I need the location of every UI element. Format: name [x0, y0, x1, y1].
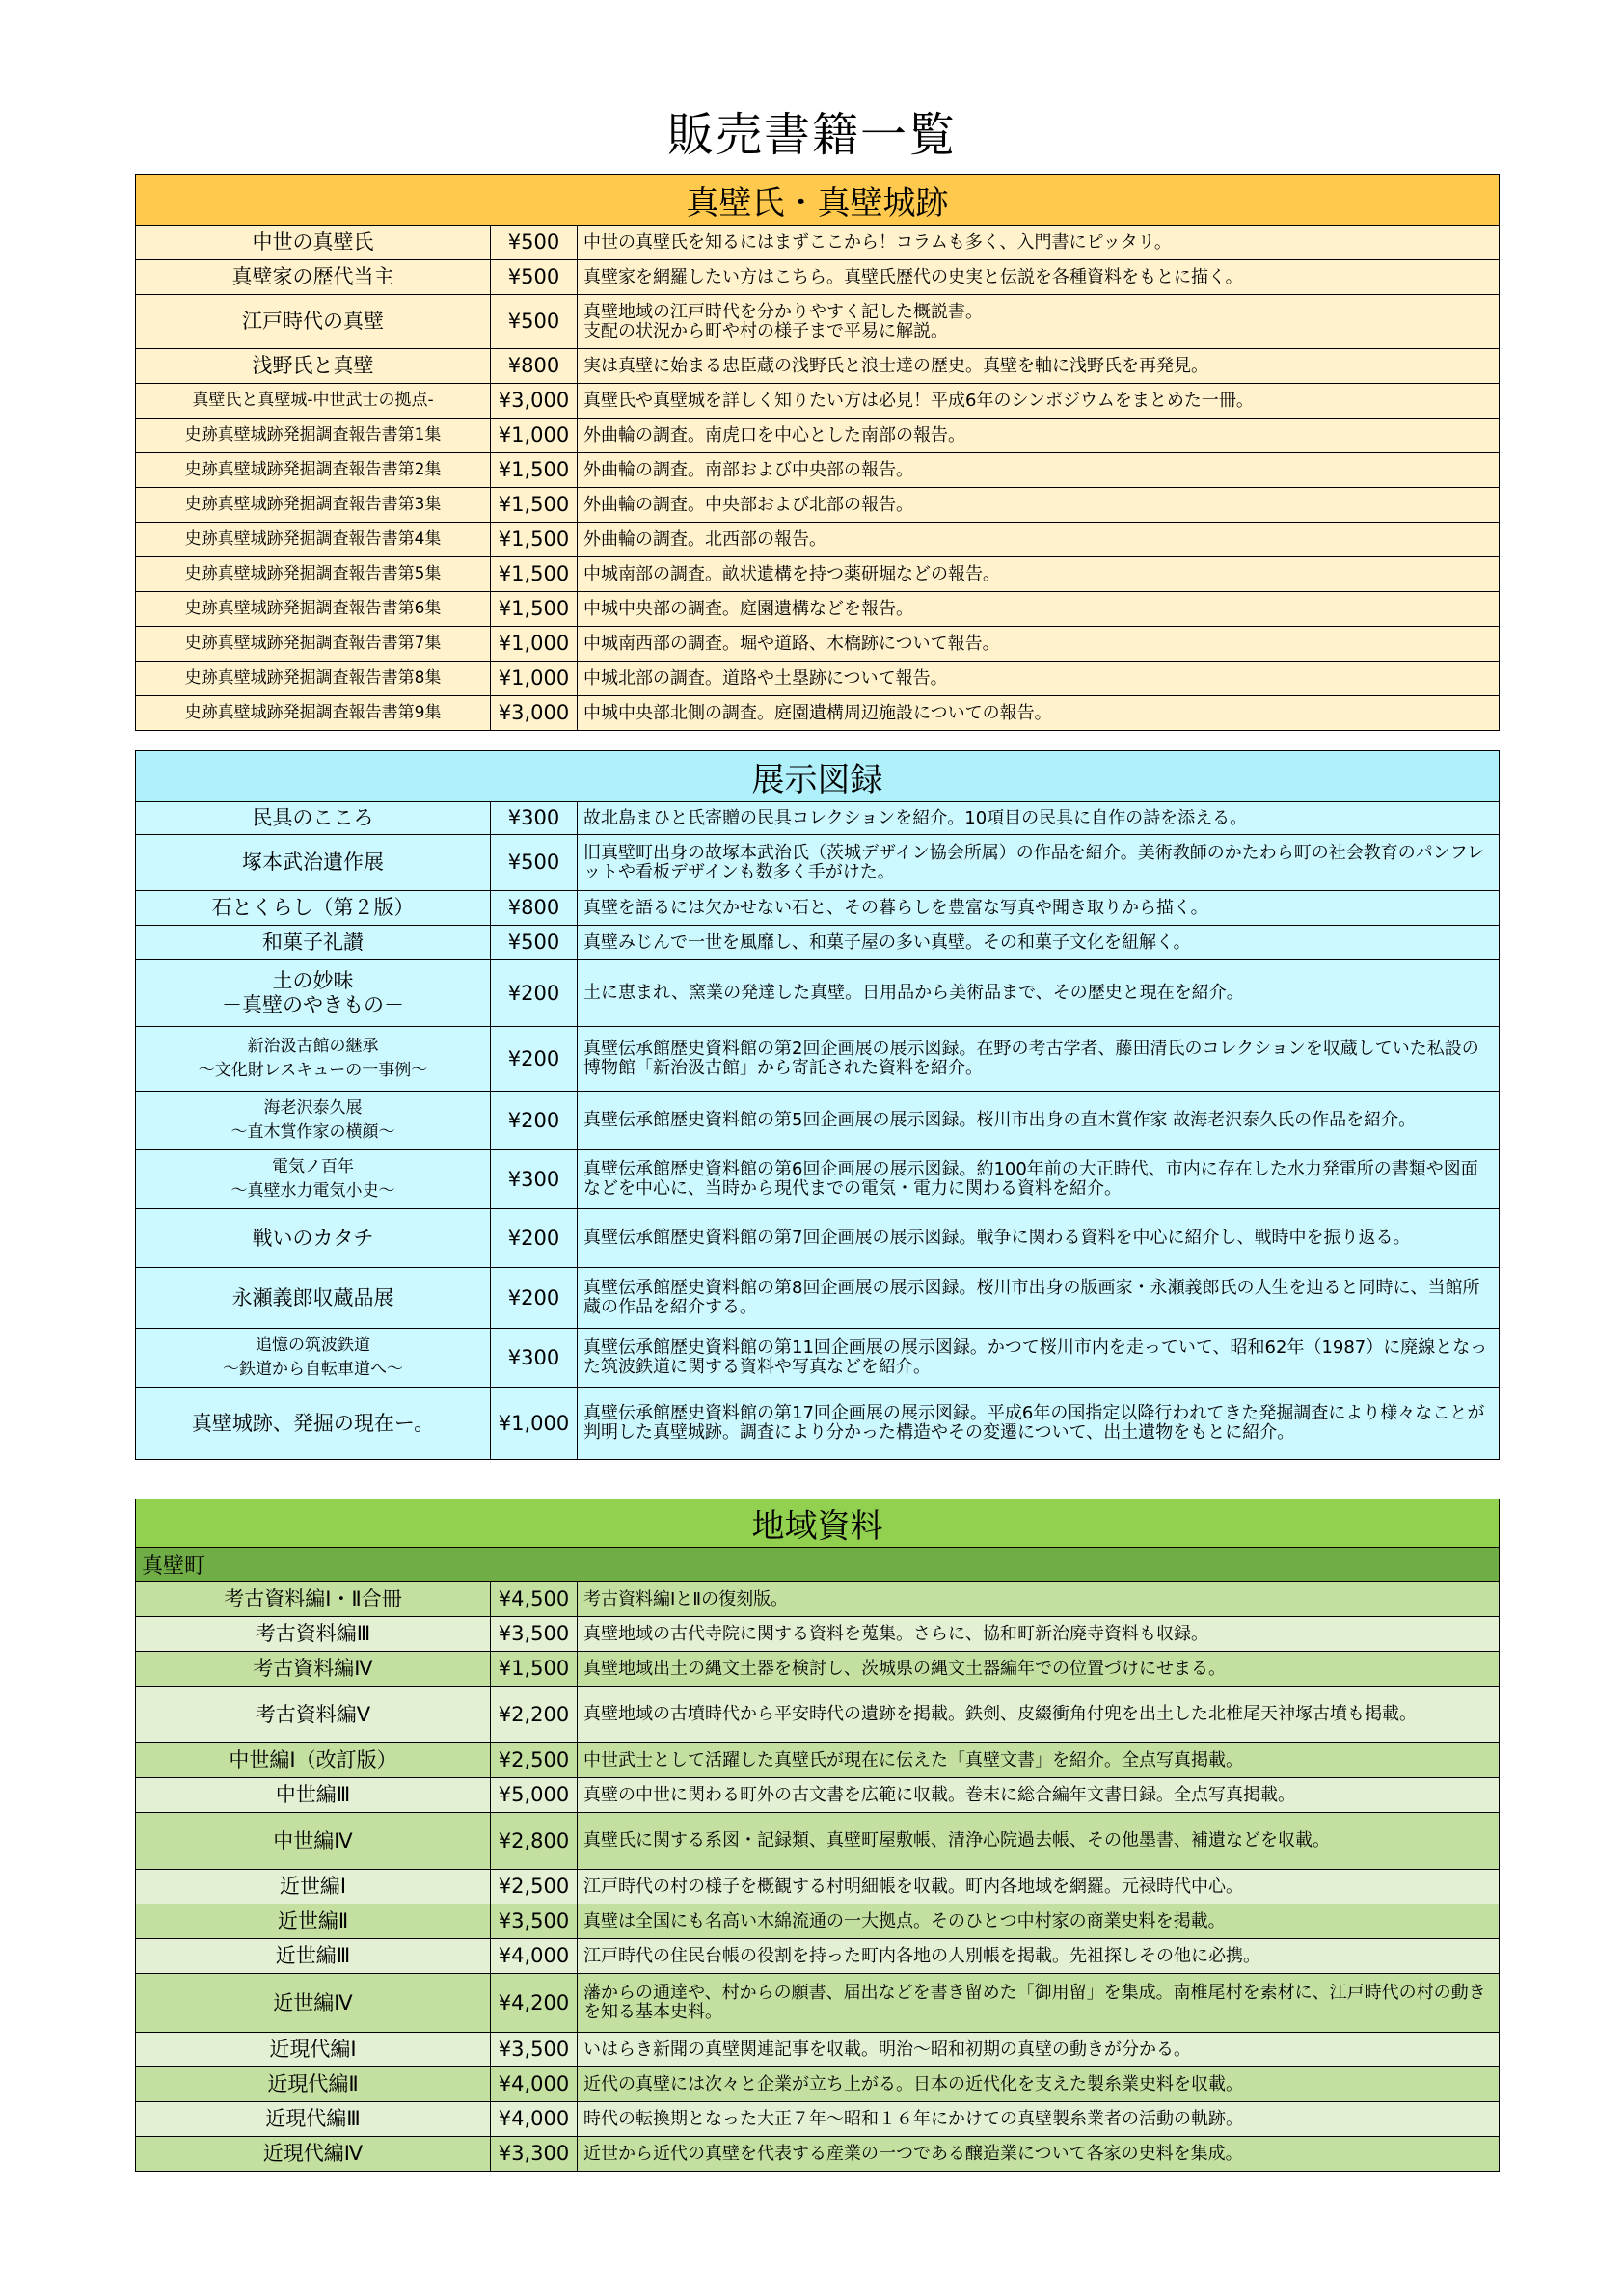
book-price: ¥1,500 [491, 488, 578, 523]
table-row [136, 1904, 1500, 1939]
book-price: ¥3,300 [491, 2137, 578, 2172]
table-row [136, 1778, 1500, 1813]
book-title: 新治汲古館の継承 ～文化財レスキューの一事例～ [136, 1027, 491, 1092]
book-price: ¥4,200 [491, 1974, 578, 2033]
table-row [136, 349, 1500, 384]
book-price: ¥1,500 [491, 592, 578, 627]
book-price: ¥4,000 [491, 2067, 578, 2102]
book-description: 中世武士として活躍した真壁氏が現在に伝えた「真壁文書」を紹介。全点写真掲載。 [578, 1743, 1500, 1778]
book-title: 近現代編Ⅳ [136, 2137, 491, 2172]
table-row [136, 1209, 1500, 1268]
book-description: 中城中央部の調査。庭園遺構などを報告。 [578, 592, 1500, 627]
table-row [136, 1743, 1500, 1778]
book-description: 時代の転換期となった大正７年～昭和１６年にかけての真壁製糸業者の活動の軌跡。 [578, 2102, 1500, 2137]
table-row [136, 1329, 1500, 1388]
book-price: ¥300 [491, 1329, 578, 1388]
table-row [136, 1617, 1500, 1652]
book-description: 真壁伝承館歴史資料館の第8回企画展の展示図録。桜川市出身の版画家・永瀬義郎氏の人生を辿ると同時に、当館所蔵の作品を紹介する。 [578, 1268, 1500, 1329]
table-row [136, 627, 1500, 662]
book-description: 真壁氏に関する系図・記録類、真壁町屋敷帳、清浄心院過去帳、その他墨書、補遺などを収載。 [578, 1813, 1500, 1870]
book-price: ¥4,500 [491, 1582, 578, 1617]
book-title: 史跡真壁城跡発掘調査報告書第1集 [136, 419, 491, 453]
book-price: ¥500 [491, 260, 578, 295]
table-row [136, 1687, 1500, 1743]
book-description: 真壁家を網羅したい方はこちら。真壁氏歴代の史実と伝説を各種資料をもとに描く。 [578, 260, 1500, 295]
section-table-regional-materials [135, 1499, 1500, 2172]
table-row [136, 1582, 1500, 1617]
table-row [136, 557, 1500, 592]
book-title: 和菓子礼讃 [136, 926, 491, 960]
book-price: ¥1,000 [491, 627, 578, 662]
book-description: 真壁伝承館歴史資料館の第5回企画展の展示図録。桜川市出身の直木賞作家 故海老沢泰久氏の作品を紹介。 [578, 1092, 1500, 1150]
section-header: 地域資料 [136, 1499, 1500, 1548]
book-price: ¥2,500 [491, 1870, 578, 1904]
table-row [136, 1388, 1500, 1460]
table-row [136, 226, 1500, 260]
book-price: ¥2,800 [491, 1813, 578, 1870]
book-price: ¥3,000 [491, 696, 578, 731]
book-description: 真壁伝承館歴史資料館の第7回企画展の展示図録。戦争に関わる資料を中心に紹介し、戦時中を振り返る。 [578, 1209, 1500, 1268]
table-row [136, 260, 1500, 295]
book-description: 外曲輪の調査。南虎口を中心とした南部の報告。 [578, 419, 1500, 453]
book-price: ¥300 [491, 1150, 578, 1209]
table-row [136, 960, 1500, 1027]
book-description: 外曲輪の調査。北西部の報告。 [578, 523, 1500, 557]
book-description: 考古資料編ⅠとⅡの復刻版。 [578, 1582, 1500, 1617]
section-header: 展示図録 [136, 751, 1500, 802]
book-price: ¥200 [491, 1209, 578, 1268]
book-title: 史跡真壁城跡発掘調査報告書第4集 [136, 523, 491, 557]
book-description: 真壁を語るには欠かせない石と、その暮らしを豊富な写真や聞き取りから描く。 [578, 891, 1500, 926]
book-title: 史跡真壁城跡発掘調査報告書第8集 [136, 662, 491, 696]
book-price: ¥1,500 [491, 523, 578, 557]
book-price: ¥1,000 [491, 419, 578, 453]
page-title: 販売書籍一覧 [666, 108, 957, 162]
book-description: 近世から近代の真壁を代表する産業の一つである醸造業について各家の史料を集成。 [578, 2137, 1500, 2172]
book-title: 考古資料編Ⅴ [136, 1687, 491, 1743]
book-price: ¥5,000 [491, 1778, 578, 1813]
book-title: 真壁氏と真壁城-中世武士の拠点- [136, 384, 491, 419]
book-price: ¥800 [491, 891, 578, 926]
book-title: 史跡真壁城跡発掘調査報告書第6集 [136, 592, 491, 627]
book-title: 史跡真壁城跡発掘調査報告書第9集 [136, 696, 491, 731]
book-description: 近代の真壁には次々と企業が立ち上がる。日本の近代化を支えた製糸業史料を収載。 [578, 2067, 1500, 2102]
book-price: ¥1,500 [491, 453, 578, 488]
book-price: ¥800 [491, 349, 578, 384]
book-title: 近世編Ⅲ [136, 1939, 491, 1974]
table-row [136, 1092, 1500, 1150]
table-row [136, 523, 1500, 557]
book-description: 真壁地域出土の縄文土器を検討し、茨城県の縄文土器編年での位置づけにせまる。 [578, 1652, 1500, 1687]
table-row [136, 419, 1500, 453]
book-description: 旧真壁町出身の故塚本武治氏（茨城デザイン協会所属）の作品を紹介。美術教師のかたわら町の社会教育のパンフレットや看板デザインも数多く手がけた。 [578, 835, 1500, 891]
book-description: 故北島まひと氏寄贈の民具コレクションを紹介。10項目の民具に自作の詩を添える。 [578, 802, 1500, 835]
table-row [136, 384, 1500, 419]
book-title: 考古資料編Ⅲ [136, 1617, 491, 1652]
table-row [136, 1652, 1500, 1687]
book-price: ¥500 [491, 226, 578, 260]
book-title: 近現代編Ⅱ [136, 2067, 491, 2102]
book-price: ¥2,200 [491, 1687, 578, 1743]
book-title: 近世編Ⅰ [136, 1870, 491, 1904]
table-row [136, 802, 1500, 835]
book-title: 江戸時代の真壁 [136, 295, 491, 349]
book-price: ¥1,500 [491, 1652, 578, 1687]
book-price: ¥200 [491, 1027, 578, 1092]
table-row [136, 295, 1500, 349]
book-description: 江戸時代の村の様子を概観する村明細帳を収載。町内各地域を網羅。元禄時代中心。 [578, 1870, 1500, 1904]
book-description: 土に恵まれ、窯業の発達した真壁。日用品から美術品まで、その歴史と現在を紹介。 [578, 960, 1500, 1027]
table-row [136, 453, 1500, 488]
book-description: 真壁は全国にも名高い木綿流通の一大拠点。そのひとつ中村家の商業史料を掲載。 [578, 1904, 1500, 1939]
book-title: 史跡真壁城跡発掘調査報告書第2集 [136, 453, 491, 488]
book-description: 真壁伝承館歴史資料館の第2回企画展の展示図録。在野の考古学者、藤田清氏のコレクションを収蔵していた私設の博物館「新治汲古館」から寄託された資料を紹介。 [578, 1027, 1500, 1092]
table-row [136, 1813, 1500, 1870]
table-row [136, 1027, 1500, 1092]
table-row [136, 1150, 1500, 1209]
table-row [136, 488, 1500, 523]
book-description: 中世の真壁氏を知るにはまずここから！コラムも多く、入門書にピッタリ。 [578, 226, 1500, 260]
book-description: 真壁地域の古代寺院に関する資料を蒐集。さらに、協和町新治廃寺資料も収録。 [578, 1617, 1500, 1652]
table-row [136, 1974, 1500, 2033]
table-row [136, 592, 1500, 627]
book-description: 真壁の中世に関わる町外の古文書を広範に収載。巻末に総合編年文書目録。全点写真掲載。 [578, 1778, 1500, 1813]
book-price: ¥3,000 [491, 384, 578, 419]
book-description: 真壁地域の江戸時代を分かりやすく記した概説書。 支配の状況から町や村の様子まで平易に解説。 [578, 295, 1500, 349]
book-price: ¥500 [491, 926, 578, 960]
book-title: 史跡真壁城跡発掘調査報告書第3集 [136, 488, 491, 523]
book-price: ¥3,500 [491, 1617, 578, 1652]
book-price: ¥3,500 [491, 2033, 578, 2067]
section-table-exhibition-catalogs [135, 750, 1500, 1460]
book-title: 考古資料編Ⅳ [136, 1652, 491, 1687]
book-title: 真壁家の歴代当主 [136, 260, 491, 295]
book-description: 江戸時代の住民台帳の役割を持った町内各地の人別帳を掲載。先祖探しその他に必携。 [578, 1939, 1500, 1974]
book-price: ¥200 [491, 1092, 578, 1150]
book-price: ¥3,500 [491, 1904, 578, 1939]
book-description: 真壁伝承館歴史資料館の第17回企画展の展示図録。平成6年の国指定以降行われてきた発掘調査により様々なことが判明した真壁城跡。調査により分かった構造やその変遷について、出土遺物をもとに紹介。 [578, 1388, 1500, 1460]
book-title: 真壁城跡、発掘の現在ー。 [136, 1388, 491, 1460]
book-description: 中城中央部北側の調査。庭園遺構周辺施設についての報告。 [578, 696, 1500, 731]
table-row [136, 2067, 1500, 2102]
book-description: 中城南西部の調査。堀や道路、木橋跡について報告。 [578, 627, 1500, 662]
book-description: 真壁伝承館歴史資料館の第11回企画展の展示図録。かつて桜川市内を走っていて、昭和62年（1987）に廃線となった筑波鉄道に関する資料や写真などを紹介。 [578, 1329, 1500, 1388]
book-title: 追憶の筑波鉄道 ～鉄道から自転車道へ～ [136, 1329, 491, 1388]
book-title: 永瀬義郎収蔵品展 [136, 1268, 491, 1329]
book-description: 真壁みじんで一世を風靡し、和菓子屋の多い真壁。その和菓子文化を紐解く。 [578, 926, 1500, 960]
book-title: 塚本武治遺作展 [136, 835, 491, 891]
table-row [136, 835, 1500, 891]
book-title: 海老沢泰久展 ～直木賞作家の横顔～ [136, 1092, 491, 1150]
book-title: 中世の真壁氏 [136, 226, 491, 260]
book-price: ¥300 [491, 802, 578, 835]
book-price: ¥2,500 [491, 1743, 578, 1778]
book-price: ¥4,000 [491, 2102, 578, 2137]
book-title: 近現代編Ⅰ [136, 2033, 491, 2067]
section-subheader: 真壁町 [136, 1548, 1500, 1582]
table-row [136, 2102, 1500, 2137]
book-price: ¥1,000 [491, 1388, 578, 1460]
book-title: 近現代編Ⅲ [136, 2102, 491, 2137]
book-title: 民具のこころ [136, 802, 491, 835]
book-title: 石とくらし（第２版） [136, 891, 491, 926]
section-header: 真壁氏・真壁城跡 [136, 175, 1500, 226]
book-description: 中城南部の調査。畝状遺構を持つ薬研堀などの報告。 [578, 557, 1500, 592]
table-row [136, 2137, 1500, 2172]
table-row [136, 1268, 1500, 1329]
book-price: ¥1,500 [491, 557, 578, 592]
table-row [136, 2033, 1500, 2067]
table-row [136, 662, 1500, 696]
book-title: 電気ノ百年 ～真壁水力電気小史～ [136, 1150, 491, 1209]
book-description: 中城北部の調査。道路や土塁跡について報告。 [578, 662, 1500, 696]
book-title: 史跡真壁城跡発掘調査報告書第5集 [136, 557, 491, 592]
book-price: ¥4,000 [491, 1939, 578, 1974]
book-description: 真壁氏や真壁城を詳しく知りたい方は必見！平成6年のシンポジウムをまとめた一冊。 [578, 384, 1500, 419]
book-title: 中世編Ⅳ [136, 1813, 491, 1870]
book-price: ¥500 [491, 835, 578, 891]
section-table-makabe-castle [135, 174, 1500, 731]
book-price: ¥1,000 [491, 662, 578, 696]
table-row [136, 1870, 1500, 1904]
book-price: ¥500 [491, 295, 578, 349]
book-title: 近世編Ⅳ [136, 1974, 491, 2033]
book-title: 戦いのカタチ [136, 1209, 491, 1268]
book-title: 土の妙味 －真壁のやきもの－ [136, 960, 491, 1027]
book-title: 浅野氏と真壁 [136, 349, 491, 384]
book-description: 藩からの通達や、村からの願書、届出などを書き留めた「御用留」を集成。南椎尾村を素材に、江戸時代の村の動きを知る基本史料。 [578, 1974, 1500, 2033]
table-row [136, 891, 1500, 926]
book-description: いはらき新聞の真壁関連記事を収載。明治～昭和初期の真壁の動きが分かる。 [578, 2033, 1500, 2067]
table-row [136, 696, 1500, 731]
book-title: 近世編Ⅱ [136, 1904, 491, 1939]
table-row [136, 926, 1500, 960]
book-description: 真壁地域の古墳時代から平安時代の遺跡を掲載。鉄剣、皮綴衝角付兜を出土した北椎尾天神塚古墳も掲載。 [578, 1687, 1500, 1743]
book-title: 中世編Ⅲ [136, 1778, 491, 1813]
book-description: 実は真壁に始まる忠臣蔵の浅野氏と浪士達の歴史。真壁を軸に浅野氏を再発見。 [578, 349, 1500, 384]
book-price: ¥200 [491, 960, 578, 1027]
table-row [136, 1939, 1500, 1974]
book-title: 史跡真壁城跡発掘調査報告書第7集 [136, 627, 491, 662]
book-title: 中世編Ⅰ（改訂版） [136, 1743, 491, 1778]
book-price: ¥200 [491, 1268, 578, 1329]
book-description: 外曲輪の調査。南部および中央部の報告。 [578, 453, 1500, 488]
book-title: 考古資料編Ⅰ・Ⅱ合冊 [136, 1582, 491, 1617]
book-description: 真壁伝承館歴史資料館の第6回企画展の展示図録。約100年前の大正時代、市内に存在した水力発電所の書類や図面などを中心に、当時から現代までの電気・電力に関わる資料を紹介。 [578, 1150, 1500, 1209]
book-description: 外曲輪の調査。中央部および北部の報告。 [578, 488, 1500, 523]
